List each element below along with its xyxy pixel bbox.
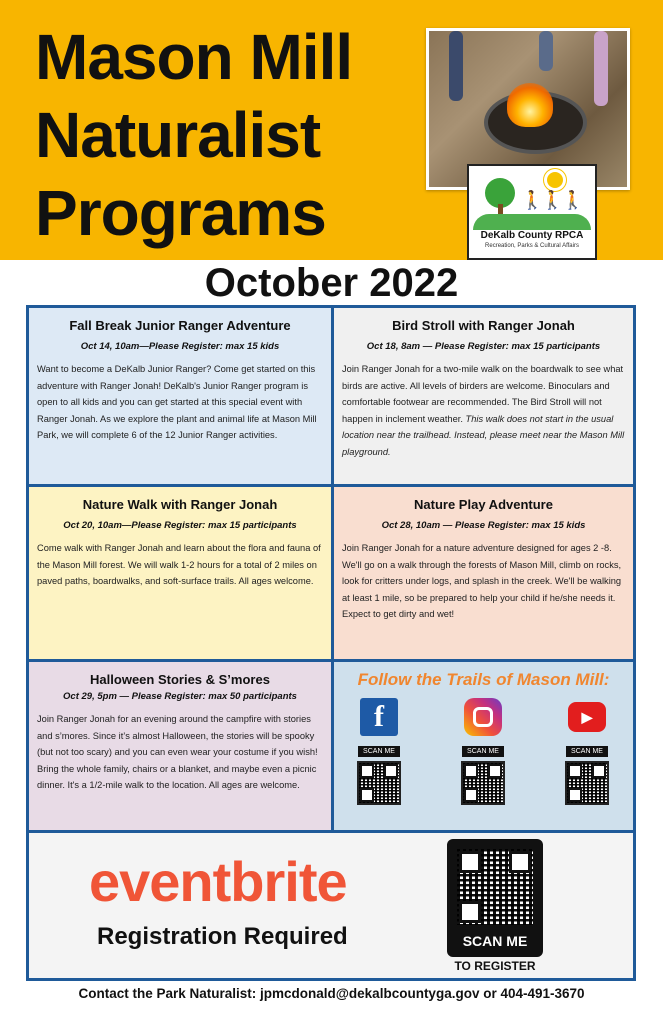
- social-follow-panel: [334, 662, 633, 830]
- youtube-link[interactable]: [552, 698, 622, 805]
- person-leg: [594, 31, 608, 106]
- title-line-2: Naturalist: [35, 99, 321, 171]
- scan-me-label: SCAN ME: [566, 746, 608, 757]
- instagram-icon[interactable]: [464, 698, 502, 736]
- scan-me-label: SCAN ME: [358, 746, 400, 757]
- facebook-qr-code[interactable]: [357, 761, 401, 805]
- event-title: Halloween Stories & S’mores: [90, 672, 270, 687]
- scan-me-label: SCAN ME: [462, 933, 528, 949]
- header-banner: [0, 0, 663, 260]
- facebook-icon[interactable]: f: [360, 698, 398, 736]
- logo-org-name: DeKalb County RPCA: [480, 230, 584, 241]
- event-card-bird-stroll: [334, 308, 633, 484]
- event-description: Want to become a DeKalb Junior Ranger? Come get started on this adventure with Ranger Jonah! DeKalb's Junior Ranger program is open to all kids and you can get started at this special event with Ranger Jonah. As we explore the plant and animal life at Mason Mill Park, we will complete 6 of the 12 Junior Ranger activities.: [37, 364, 317, 440]
- registration-panel: [29, 833, 633, 978]
- month-heading: October 2022: [204, 261, 459, 305]
- event-description: [342, 361, 625, 460]
- sun-icon: [547, 172, 563, 188]
- event-date: Oct 18, 8am — Please Register: max 15 participants: [366, 341, 601, 352]
- person-leg: [449, 31, 463, 101]
- event-description: Join Ranger Jonah for an evening around the campfire with stories and s’mores. Since it’s almost Halloween, the stories will be spooky (but not too scary) and you can even wear your costume if you wish! Bring the whole family, chairs or a blanket, and maybe even a picnic dinner. It's a 1/2-mile walk to the location. All ages are welcome.: [37, 714, 318, 790]
- event-card-junior-ranger: [29, 308, 331, 484]
- people-icon: 🚶🚶🚶: [521, 190, 583, 210]
- events-grid: [26, 305, 636, 981]
- event-title: Bird Stroll with Ranger Jonah: [392, 318, 575, 333]
- eventbrite-logo: eventbrite: [89, 850, 347, 913]
- hill-shape: [473, 214, 591, 230]
- instagram-qr-code[interactable]: [461, 761, 505, 805]
- fire-flame: [507, 83, 553, 127]
- event-card-halloween: [29, 662, 331, 830]
- facebook-link[interactable]: [344, 698, 414, 805]
- dekalb-rpca-logo: [467, 164, 597, 260]
- event-date: Oct 29, 5pm — Please Register: max 50 participants: [63, 691, 297, 702]
- qr-pattern: [457, 849, 533, 925]
- event-date: Oct 20, 10am—Please Register: max 15 participants: [63, 520, 297, 531]
- event-title: Nature Walk with Ranger Jonah: [82, 497, 278, 512]
- logo-org-subtitle: Recreation, Parks & Cultural Affairs: [485, 243, 579, 249]
- event-card-nature-walk: [29, 487, 331, 659]
- event-title: Fall Break Junior Ranger Adventure: [69, 318, 291, 333]
- contact-line: Contact the Park Naturalist: jpmcdonald@dekalbcountyga.gov or 404-491-3670: [78, 986, 585, 1001]
- event-card-nature-play: [334, 487, 633, 659]
- registration-required: Registration Required: [97, 923, 348, 950]
- event-description: Come walk with Ranger Jonah and learn about the flora and fauna of the Mason Mill forest. We will walk 1-2 hours for a total of 2 miles on paved paths, boardwalks, and soft-surface trails. All ages welcome.: [37, 543, 321, 586]
- title-line-3: Programs: [35, 177, 326, 249]
- follow-heading: Follow the Trails of Mason Mill:: [357, 670, 610, 689]
- scan-me-label: SCAN ME: [462, 746, 504, 757]
- event-date: Oct 14, 10am—Please Register: max 15 kids: [80, 341, 280, 352]
- to-register-label: TO REGISTER: [454, 959, 536, 973]
- person-leg: [539, 31, 553, 71]
- title-line-1: Mason Mill: [35, 21, 353, 93]
- event-date: Oct 28, 10am — Please Register: max 15 kids: [381, 520, 586, 531]
- event-description-text: Join Ranger Jonah for a two-mile walk on the boardwalk to see what birds are active. All levels of birders are welcome. Binoculars and comfortable footwear are recommended. The Bird Stroll will not happen in inclement weather.: [342, 364, 624, 424]
- event-title: Nature Play Adventure: [414, 497, 553, 512]
- event-location-note: This walk does not start in the usual location near the trailhead. Instead, please meet near the Mason Mill playground.: [342, 413, 625, 457]
- youtube-qr-code[interactable]: [565, 761, 609, 805]
- register-qr-code[interactable]: [447, 839, 543, 957]
- event-description: Join Ranger Jonah for a nature adventure designed for ages 2 -8. We'll go on a walk through the forests of Mason Mill, climb on rocks, look for critters under logs, and splash in the creek. We'll be walking at least 1 mile, so be prepared to help your child if he/she needs it. Expect to get dirty and wet!: [342, 543, 622, 619]
- page-title: [35, 18, 352, 252]
- instagram-link[interactable]: [448, 698, 518, 805]
- youtube-icon[interactable]: ▶: [568, 698, 606, 736]
